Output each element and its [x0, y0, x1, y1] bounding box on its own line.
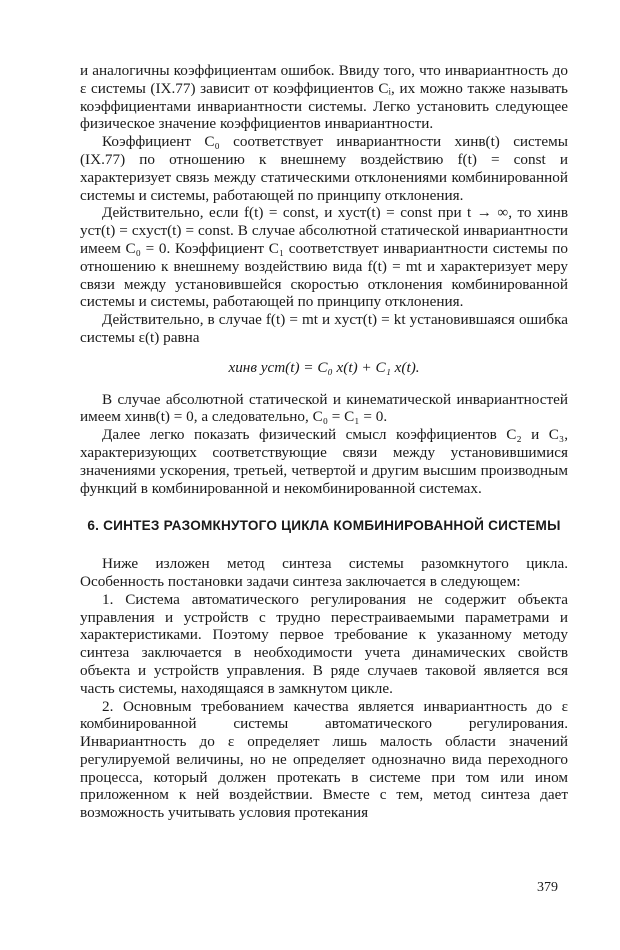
paragraph-3: Действительно, если f(t) = const, и xуст(t) = const при t → ∞, то xинв уст(t) = cxуст(t) = const. В случае абсолютной статической инвариантности имеем C₀ = 0. Коэффициент C₁ соответствует инвариантности системы по отношению к внешнему воздействию вида f(t) = mt и характеризует меру связи между установившейся скоростью отклонения комбинированной системы и системы, работающей по принципу отклонения.	[80, 204, 568, 311]
paragraph-9: 2. Основным требованием качества является инвариантность до ε комбинированной системы автоматического регулирования. Инвариантность до ε определяет лишь малость области значений регулируемой величины, но не определяет однозначно вида переходного процесса, который должен протекать в системе при том или ином приложенном к ней воздействии. Вместе с тем, метод синтеза дает возможность учитывать условия протекания	[80, 697, 568, 822]
equation: xинв уст(t) = C₀ x(t) + C₁ x(t).	[228, 358, 420, 376]
page-body	[80, 62, 568, 822]
section-heading: 6. СИНТЕЗ РАЗОМКНУТОГО ЦИКЛА КОМБИНИРОВАННОЙ СИСТЕМЫ	[87, 518, 561, 534]
paragraph-8: 1. Система автоматического регулирования не содержит объекта управления и устройств с трудно перестраиваемыми параметрами и характеристиками. Поэтому первое требование к указанному методу синтеза заключается в необходимости учета динамических свойств объекта и устройств управления. В ряде случаев таковой является вся часть системы, находящаяся в замкнутом цикле.	[80, 590, 568, 697]
paragraph-6: Далее легко показать физический смысл коэффициентов C₂ и C₃, характеризующих соответствующие связи между установившимися значениями ускорения, третьей, четвертой и другим высшим производным функций в комбинированной и некомбинированной системах.	[80, 426, 568, 497]
paragraph-7: Ниже изложен метод синтеза системы разомкнутого цикла. Особенность постановки задачи синтеза заключается в следующем:	[80, 555, 568, 590]
paragraph-1: и аналогичны коэффициентам ошибок. Ввиду того, что инвариантность до ε системы (IX.77) зависит от коэффициентов Cᵢ, их можно также называть коэффициентами инвариантности системы. Легко установить следующее физическое значение коэффициентов инвариантности.	[80, 62, 568, 133]
paragraph-4: Действительно, в случае f(t) = mt и xуст(t) = kt установившаяся ошибка системы ε(t) равна	[80, 311, 568, 346]
page-number: 379	[537, 880, 558, 895]
paragraph-2: Коэффициент C₀ соответствует инвариантности xинв(t) системы (IX.77) по отношению к внешнему воздействию f(t) = const и характеризует связь между статическими отклонениями комбинированной системы и системы, работающей по принципу отклонения.	[80, 133, 568, 204]
paragraph-5: В случае абсолютной статической и кинематической инвариантностей имеем xинв(t) = 0, а следовательно, C₀ = C₁ = 0.	[80, 390, 568, 426]
